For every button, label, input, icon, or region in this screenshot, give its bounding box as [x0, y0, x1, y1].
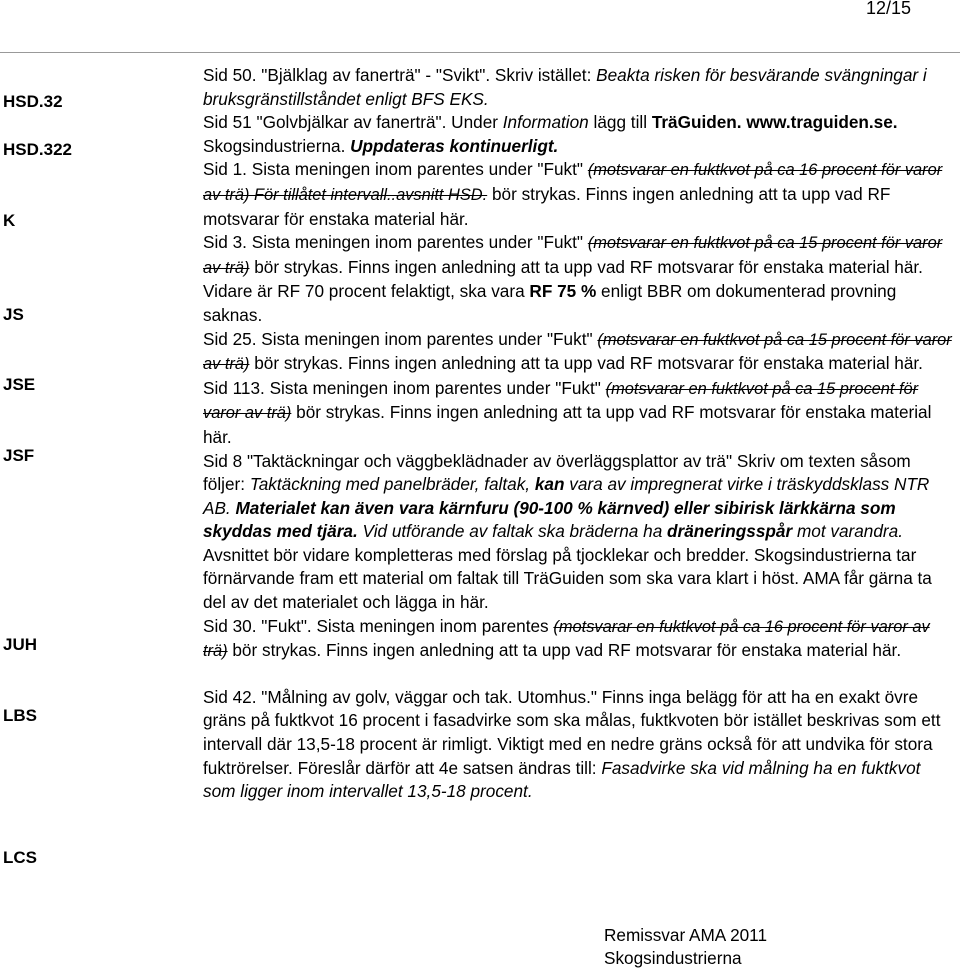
- margin-code-juh: JUH: [3, 635, 38, 654]
- comment-jsf: Sid 113. Sista meningen inom parentes under "Fukt" (motsvarar en fuktkvot på ca 15 procent för varor av trä) bör strykas. Finns ingen anledning att ta upp vad RF motsvarar för enstaka material här.: [203, 377, 932, 447]
- comments-body: [203, 64, 955, 804]
- paragraph-gap: [203, 664, 955, 686]
- margin-code-jse: JSE: [3, 375, 36, 394]
- comment-lbs: Sid 30. "Fukt". Sista meningen inom parentes (motsvarar en fuktkvot på ca 16 procent för varor av trä) bör strykas. Finns ingen anledning att ta upp vad RF motsvarar för enstaka material här.: [203, 615, 930, 661]
- comment-js: Sid 3. Sista meningen inom parentes under "Fukt" (motsvarar en fuktkvot på ca 15 procent för varor av trä) bör strykas. Finns ingen anledning att ta upp vad RF motsvarar för enstaka material här. Vidare är RF 70 procent felaktigt, ska vara RF 75 % enligt BBR om dokumenterad provning saknas.: [203, 232, 943, 325]
- margin-code-lbs: LBS: [3, 706, 37, 725]
- comment-lcs: Sid 42. "Målning av golv, väggar och tak. Utomhus." Finns inga belägg för att ha en exakt övre gräns på fuktkvot 16 procent i fasadvirke som ska målas, fuktkvoten bör istället beskrivas som ett intervall där 13,5-18 procent är rimligt. Viktigt med en nedre gräns också för att undvika för stora fuktrörelser. Föreslår därför att 4e satsen ändras till: Fasadvirke ska vid målning ha en fuktkvot som ligger inom intervallet 13,5-18 procent.: [203, 686, 941, 802]
- comment-hsd32: Sid 50. "Bjälklag av fanerträ" - "Svikt". Skriv istället: Beakta risken för besvärande svängningar i bruksgränstillståndet enligt BFS EKS.: [203, 65, 927, 109]
- comment-jse: Sid 25. Sista meningen inom parentes under "Fukt" (motsvarar en fuktkvot på ca 15 procent för varor av trä) bör strykas. Finns ingen anledning att ta upp vad RF motsvarar för enstaka material här.: [203, 328, 952, 374]
- comment-k: Sid 1. Sista meningen inom parentes under "Fukt" (motsvarar en fuktkvot på ca 16 procent för varor av trä) För tillåtet intervall..avsnitt HSD. bör strykas. Finns ingen anledning att ta upp vad RF motsvarar för enstaka material här.: [203, 159, 943, 229]
- margin-code-hsd322: HSD.322: [3, 140, 72, 159]
- footer-organization: Skogsindustrierna: [604, 948, 742, 968]
- margin-code-k: K: [3, 211, 16, 230]
- margin-code-lcs: LCS: [3, 848, 37, 867]
- page-number: 12/15: [866, 0, 912, 18]
- margin-code-jsf: JSF: [3, 446, 35, 465]
- margin-code-hsd32: HSD.32: [3, 92, 63, 111]
- comment-juh: Sid 8 "Taktäckningar och väggbeklädnader av överläggsplattor av trä" Skriv om texten såsom följer: Taktäckning med panelbräder, faltak, kan vara av impregnerat virke i träskyddsklass NTR AB. Materialet kan även vara kärnfuru (90-100 % kärnved) eller sibirisk lärkkärna som skyddas med tjära. Vid utförande av faltak ska bräderna ha dräneringsspår mot varandra. Avsnittet bör vidare kompletteras med förslag på tjocklekar och bredder. Skogsindustrierna tar förnärvande fram ett material om faltak till TräGuiden som ska vara klart i höst. AMA får gärna ta del av det materialet och lägga in här.: [203, 450, 932, 613]
- header-divider: [0, 52, 960, 53]
- footer: [604, 924, 767, 970]
- footer-title: Remissvar AMA 2011: [604, 925, 768, 945]
- margin-code-js: JS: [3, 305, 24, 324]
- comment-hsd322: Sid 51 "Golvbjälkar av fanerträ". Under Information lägg till TräGuiden. www.traguiden.se. Skogsindustrierna. Uppdateras kontinuerligt.: [203, 112, 898, 156]
